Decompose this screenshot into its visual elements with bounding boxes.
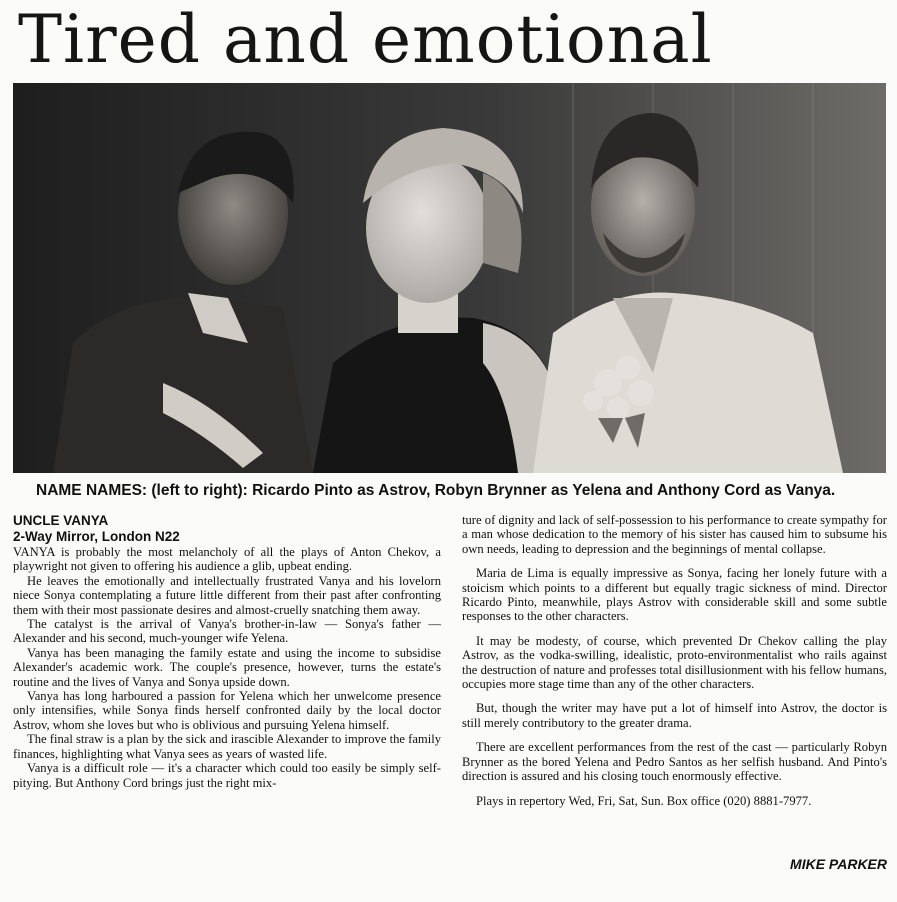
paragraph: Vanya is a difficult role — it's a character which could too easily be simply self-pitying. But Anthony Cord brings just the right mix- [13, 761, 441, 790]
production-photo [13, 83, 886, 473]
paragraph: Maria de Lima is equally impressive as Sonya, facing her lonely future with a stoicism which points to a different but equally tragic sickness of mind. Director Ricardo Pinto, meanwhile, plays Astrov with considerable skill and some subtle responses to the other characters. [462, 566, 887, 624]
paragraph: It may be modesty, of course, which prevented Dr Chekov calling the play Astrov, as the vodka-swilling, idealistic, proto-environmentalist who rails against the destruction of nature and professes total disillusionment with his fellow humans, occupies more stage time than any of the other characters. [462, 633, 887, 692]
paragraph: Plays in repertory Wed, Fri, Sat, Sun. Box office (020) 8881-7977. [476, 793, 812, 808]
review-venue: 2-Way Mirror, London N22 [13, 529, 180, 544]
paragraph: The catalyst is the arrival of Vanya's brother-in-law — Sonya's father — Alexander and his second, much-younger wife Yelena. [13, 617, 441, 646]
review-column-right [462, 513, 887, 818]
review-column-left [13, 513, 441, 790]
paragraph: The final straw is a plan by the sick and irascible Alexander to improve the family finances, highlighting what Vanya sees as years of wasted life. [13, 732, 441, 761]
photo-caption: NAME NAMES: (left to right): Ricardo Pinto as Astrov, Robyn Brynner as Yelena and Anthony Cord as Vanya. [36, 482, 836, 499]
paragraph: But, though the writer may have put a lot of himself into Astrov, the doctor is still merely contributory to the greater drama. [462, 701, 887, 730]
paragraph: Vanya has long harboured a passion for Yelena which her unwelcome presence only intensifies, while Sonya finds herself confronted daily by the local doctor Astrov, whom she loves but who is oblivious and pursuing Yelena himself. [13, 689, 441, 732]
paragraph: VANYA is probably the most melancholy of all the plays of Anton Chekov, a playwright not given to offering his audience a glib, upbeat ending. [13, 545, 441, 574]
byline: MIKE PARKER [790, 856, 887, 872]
review-title: UNCLE VANYA [13, 513, 109, 528]
headline: Tired and emotional [18, 1, 713, 78]
paragraph: Vanya has been managing the family estate and using the income to subsidise Alexander's academic work. The couple's presence, however, turns the estate's routine and the lives of Vanya and Sonya upside down. [13, 645, 441, 689]
paragraph: He leaves the emotionally and intellectually frustrated Vanya and his lovelorn niece Sonya contemplating a future little different from their past after confronting them with their most passionate desires and almost-cruelly snatching them away. [13, 573, 441, 617]
paragraph: ture of dignity and lack of self-possession to his performance to create sympathy for a man whose dedication to the memory of his sister has caused him to subsume his own needs, leading to depression and the beginnings of mental collapse. [462, 513, 887, 556]
paragraph: There are excellent performances from the rest of the cast — particularly Robyn Brynner as the bored Yelena and Pedro Santos as her selfish husband. And Pinto's direction is assured and his closing touch enormously effective. [462, 740, 887, 784]
